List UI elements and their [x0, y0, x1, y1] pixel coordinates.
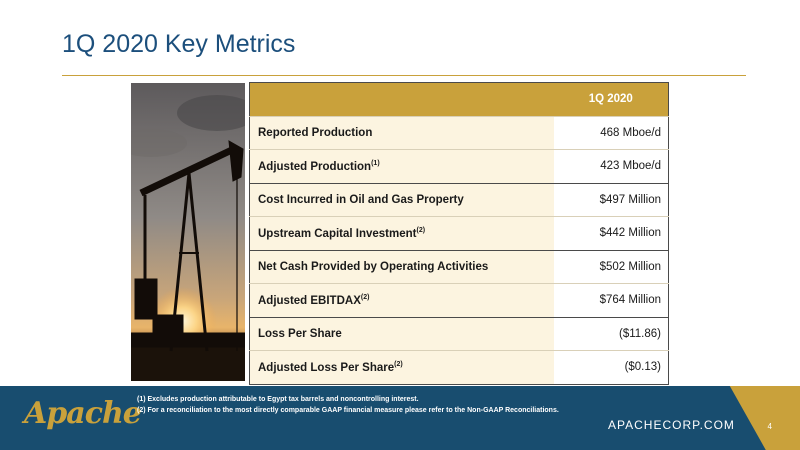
row-value: 423 Mboe/d — [554, 150, 669, 184]
footnote-2: (2) For a reconciliation to the most directly comparable GAAP financial measure please refer to the Non-GAAP Reconciliations. — [137, 407, 559, 414]
row-label: Loss Per Share — [250, 317, 554, 351]
row-value: $764 Million — [554, 284, 669, 318]
table-row — [250, 284, 669, 318]
row-label: Reported Production — [250, 116, 554, 150]
row-label: Adjusted EBITDAX$^{(2)}$ — [250, 284, 554, 318]
table-row — [250, 250, 669, 284]
footer-bar — [0, 386, 800, 450]
row-label: Adjusted Loss Per Share$^{(2)}$ — [250, 351, 554, 385]
pumpjack-photo — [131, 83, 245, 381]
row-value: $442 Million — [554, 217, 669, 251]
row-label: Adjusted Production$^{(1)}$ — [250, 150, 554, 184]
table-row — [250, 183, 669, 217]
table-header-row — [250, 83, 669, 117]
page-number: 4 — [767, 422, 772, 431]
row-label: Upstream Capital Investment$^{(2)}$ — [250, 217, 554, 251]
pumpjack-sunset-icon — [131, 83, 245, 381]
row-value: 468 Mboe/d — [554, 116, 669, 150]
column-header-1q2020: 1Q 2020 — [554, 83, 669, 117]
row-value: $497 Million — [554, 183, 669, 217]
footnotes — [137, 394, 657, 416]
footnote-1: (1) Excludes production attributable to Egypt tax barrels and noncontrolling interest. — [137, 396, 419, 403]
header-blank-cell — [250, 83, 554, 117]
row-value: ($11.86) — [554, 317, 669, 351]
website-text: APACHECORP.COM — [608, 418, 735, 432]
table-row — [250, 116, 669, 150]
key-metrics-table — [249, 82, 669, 385]
table-row — [250, 150, 669, 184]
row-value: $502 Million — [554, 250, 669, 284]
table-row — [250, 351, 669, 385]
row-label: Cost Incurred in Oil and Gas Property — [250, 183, 554, 217]
table-row — [250, 217, 669, 251]
row-value: ($0.13) — [554, 351, 669, 385]
apache-logo: Apache — [24, 396, 141, 431]
title-divider — [62, 75, 746, 76]
table-row — [250, 317, 669, 351]
page-title: 1Q 2020 Key Metrics — [62, 30, 296, 58]
row-label: Net Cash Provided by Operating Activities — [250, 250, 554, 284]
